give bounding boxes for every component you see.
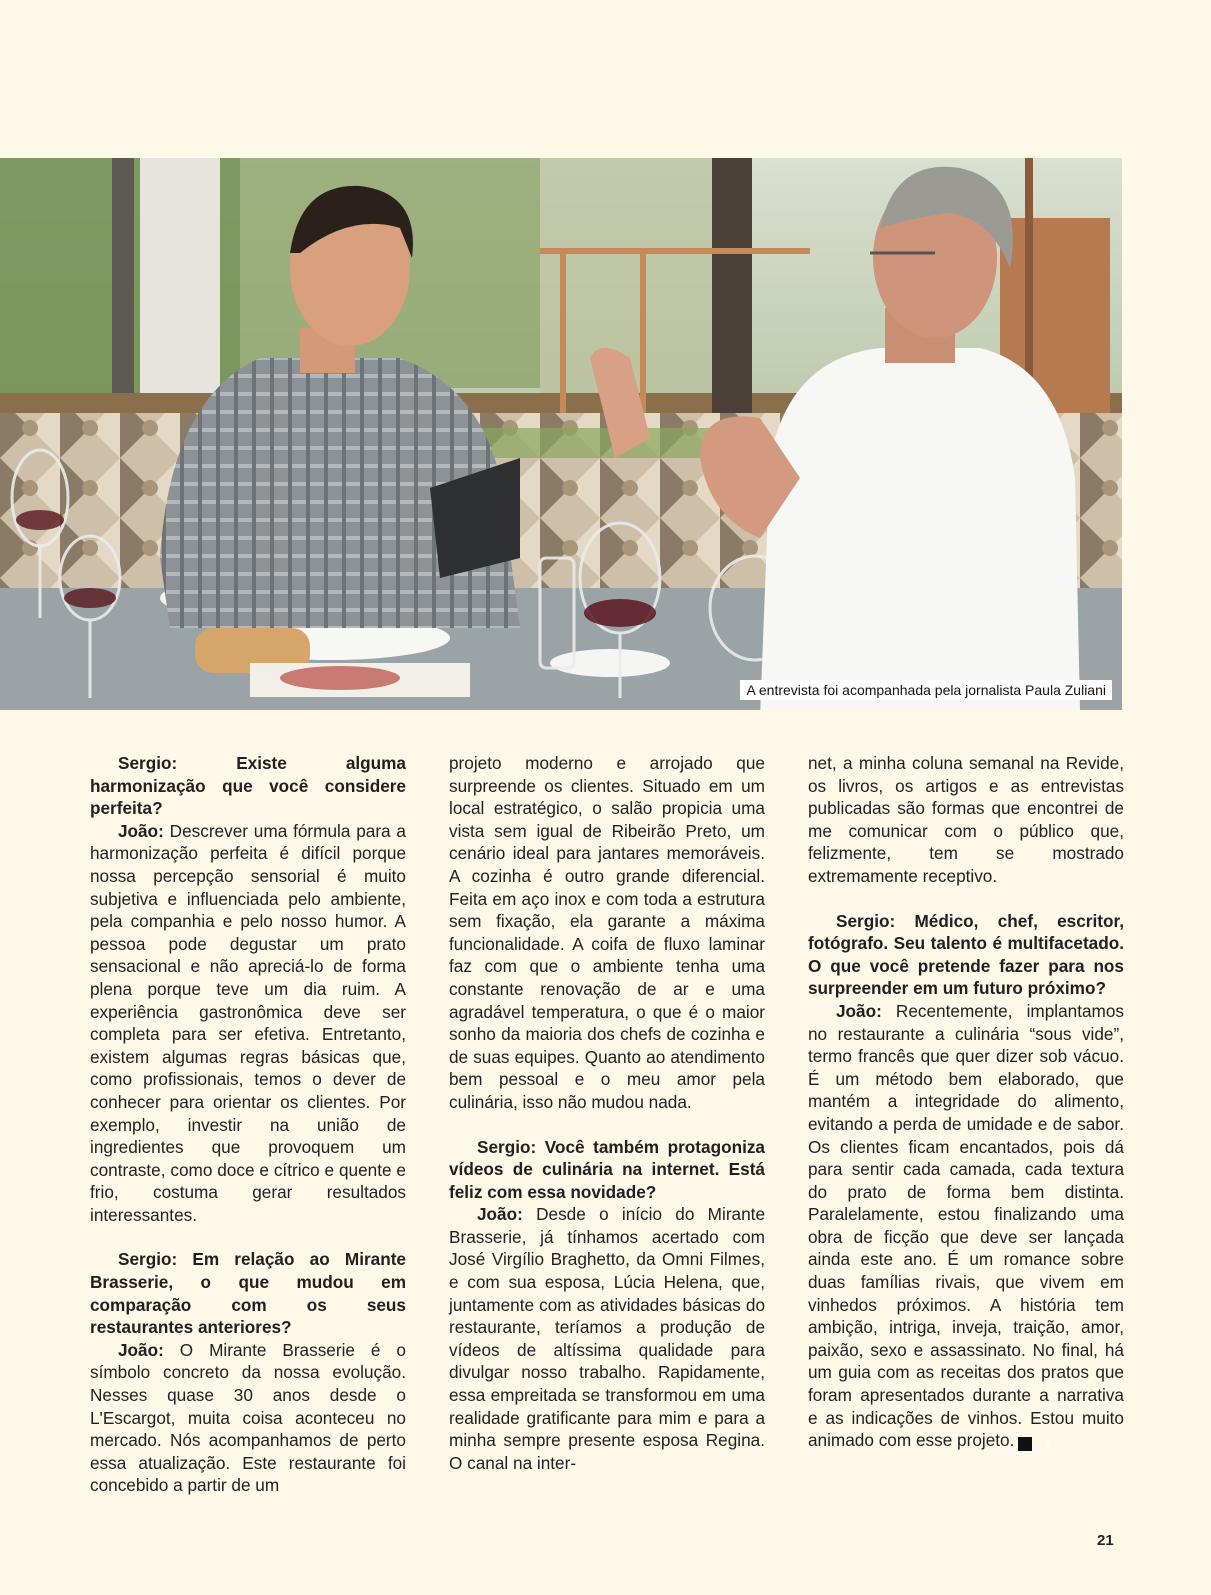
speaker-label: João:: [477, 1204, 523, 1225]
question-videos: Sergio: Você também protagoniza vídeos de culinária na internet. Está feliz com essa novidade?: [449, 1136, 765, 1202]
speaker-label: João:: [836, 1000, 882, 1021]
text-column-1: [90, 752, 406, 1497]
page-number: 21: [1097, 1532, 1114, 1549]
answer-videos-continued: net, a minha coluna semanal na Revide, os livros, os artigos e as entrevistas publicadas são formas que encontrei de me comunicar com o público que, felizmente, tem se mostrado extremamente receptivo.: [808, 753, 1124, 886]
text-column-2: [449, 752, 765, 1474]
answer-videos: [449, 1203, 765, 1474]
answer-mirante-continued: projeto moderno e arrojado que surpreende os clientes. Situado em um local estratégico, o salão propicia uma vista sem igual de Ribeirão Preto, um cenário ideal para jantares memoráveis. A cozinha é outro grande diferencial. Feita em aço inox e com toda a estrutura sem fixação, ela garante a máxima funcionalidade. A coifa de fluxo laminar faz com que o ambiente tenha uma constante renovação de ar e uma agradável temperatura, o que é o maior sonho da maioria dos chefs de cozinha e de suas equipes. Quanto ao atendimento bem pessoal e o meu amor pela culinária, isso não mudou nada.: [449, 753, 765, 1112]
speaker-label: João:: [118, 820, 164, 841]
restaurant-scene-illustration: [0, 158, 1122, 710]
text-column-3: [808, 752, 1124, 1452]
photo-caption: A entrevista foi acompanhada pela jornalista Paula Zuliani: [740, 680, 1112, 700]
answer-mirante: [90, 1339, 406, 1497]
answer-text: Recentemente, implantamos no restaurante a culinária “sous vide”, termo francês que quer dizer sob vácuo. É um método bem elaborado, que mantém a integridade do alimento, evitando a perda de umidade e de sabor. Os clientes ficam encantados, pois dá para sentir cada camada, cada textura do prato de forma bem distinta. Paralelamente, estou finalizando uma obra de ficção que deve ser lançada ainda este ano. É um romance sobre duas famílias rivais, que vivem em vinhedos próximos. A história tem ambição, intriga, inveja, traição, amor, paixão, sexo e assassinato. No final, há um guia com as receitas dos pratos que foram apresentados durante a narrativa e as indicações de vinhos. Estou muito animado com esse projeto.: [808, 1000, 1124, 1451]
question-mirante: Sergio: Em relação ao Mirante Brasserie, o que mudou em comparação com os seus restaurantes anteriores?: [90, 1249, 406, 1338]
answer-text: O Mirante Brasserie é o símbolo concreto da nossa evolução. Nesses quase 30 anos desde o L'Escargot, muita coisa aconteceu no mercado. Nós acompanhamos de perto essa atualização. Este restaurante foi concebido a partir de um: [90, 1339, 406, 1496]
question-future: Sergio: Médico, chef, escritor, fotógrafo. Seu talento é multifacetado. O que você pretende fazer para nos surpreender em um futuro próximo?: [808, 910, 1124, 999]
speaker-label: João:: [118, 1339, 164, 1360]
answer-text: Descrever uma fórmula para a harmonização perfeita é difícil porque nossa percepção sensorial é muito subjetiva e influenciada pelo ambiente, pela companhia e pelo nosso humor. A pessoa pode degustar um prato sensacional e não apreciá-lo de forma plena porque teve um dia ruim. A experiência gastronômica deve ser completa para ser efetiva. Entretanto, existem algumas regras básicas que, como profissionais, temos o dever de conhecer para orientar os clientes. Por exemplo, investir na união de ingredientes que provoquem um contraste, como doce e cítrico e quente e frio, costuma gerar resultados interessantes.: [90, 820, 406, 1225]
answer-text: Desde o início do Mirante Brasserie, já tínhamos acertado com José Virgílio Braghetto, da Omni Filmes, e com sua esposa, Lúcia Helena, que, juntamente com as atividades básicas do restaurante, teríamos a produção de vídeos de altíssima qualidade para divulgar nosso trabalho. Rapidamente, essa empreitada se transformou em uma realidade gratificante para mim e para a minha sempre presente esposa Regina. O canal na inter-: [449, 1204, 765, 1473]
end-of-article-mark: r: [1018, 1437, 1032, 1451]
answer-future: [808, 1000, 1124, 1452]
interview-photo: [0, 158, 1122, 710]
answer-harmonization: [90, 820, 406, 1227]
question-harmonization: Sergio: Existe alguma harmonização que você considere perfeita?: [90, 753, 406, 819]
